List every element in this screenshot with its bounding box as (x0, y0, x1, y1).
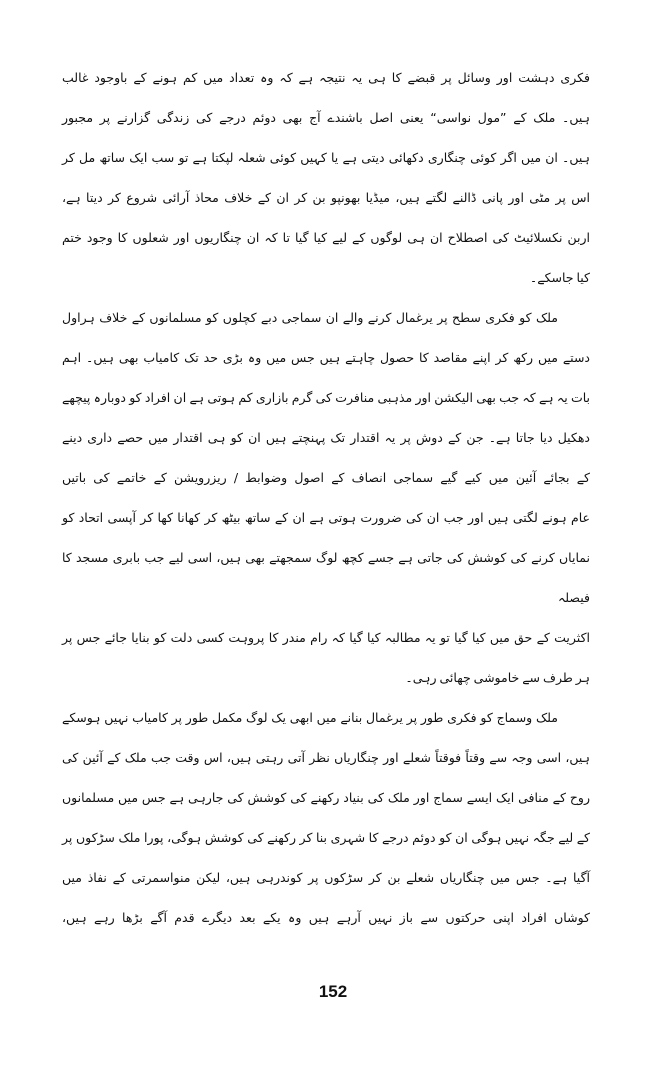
text-line: عام ہونے لگتی ہیں اور جب ان کی ضرورت ہوتی ہے ان کے ساتھ بیٹھ کر کھانا کھا کر آپسی اتحاد کو (62, 510, 590, 525)
text-line: آگیا ہے۔ جس میں چنگاریاں شعلے بن کر سڑکوں پر کوندرہی ہیں، لیکن منواسمرتی کے نفاذ میں (62, 870, 590, 885)
text-line: اکثریت کے حق میں کیا گیا تو یہ مطالبہ کیا گیا کہ رام مندر کا پروہت کسی دلت کو بنایا جائے جس پر (62, 630, 590, 645)
text-line: فکری دہشت اور وسائل پر قبضے کا ہی یہ نتیجہ ہے کہ وہ تعداد میں کم ہونے کے باوجود غالب (62, 70, 590, 85)
text-line: ہیں، اسی وجہ سے وقتاً فوقتاً شعلے اور چنگاریاں نظر آتی رہتی ہیں، اس وقت جب ملک کے آئین کی (62, 750, 590, 765)
text-line: ملک وسماج کو فکری طور پر یرغمال بنانے میں ابھی یک لوگ مکمل طور پر کامیاب نہیں ہوسکے (62, 710, 558, 725)
text-line: دستے میں رکھ کر اپنے مقاصد کا حصول چاہتے ہیں جس میں وہ بڑی حد تک کامیاب بھی ہیں۔ اہم (62, 350, 590, 365)
book-page-text (62, 58, 590, 938)
text-line: دھکیل دیا جاتا ہے۔ جن کے دوش پر یہ اقتدار تک پہنچتے ہیں ان کو ہی اقتدار میں حصے داری دینے (62, 430, 590, 445)
page-number: 152 (318, 982, 348, 1001)
text-line: کیا جاسکے۔ (529, 270, 590, 285)
text-line: ہیں۔ ملک کے ”مول نواسی“ یعنی اصل باشندے آج بھی دوئم درجے کی زندگی گزارنے پر مجبور (62, 110, 590, 125)
text-line: ہر طرف سے خاموشی چھائی رہی۔ (405, 670, 590, 685)
text-line: ہیں۔ ان میں اگر کوئی چنگاری دکھائی دیتی ہے یا کہیں کوئی شعلہ لپکتا ہے تو سب ایک ساتھ مل کر (62, 150, 590, 165)
text-line: کے بجائے آئین میں کیے گیے سماجی انصاف کے اصول وضوابط / ریزرویشن کے خاتمے کی باتیں (62, 470, 590, 485)
text-line: بات یہ ہے کہ جب بھی الیکشن اور مذہبی منافرت کی گرم بازاری کم ہوتی ہے ان افراد کو دوبارہ پیچھے (62, 390, 590, 405)
text-line: اس پر مٹی اور پانی ڈالنے لگتے ہیں، میڈیا بھونپو بن کر ان کے خلاف محاذ آرائی شروع کر دیتا ہے، (62, 190, 590, 205)
text-line: ملک کو فکری سطح پر یرغمال کرنے والے ان سماجی دبے کچلوں کو مسلمانوں کے خلاف ہراول (62, 310, 558, 325)
paragraph-2 (62, 298, 590, 698)
paragraph-1 (62, 58, 590, 298)
text-line: روح کے منافی ایک ایسے سماج اور ملک کی بنیاد رکھنے کی کوشش کی جارہی ہے جس میں مسلمانوں (62, 790, 590, 805)
paragraph-3 (62, 698, 590, 938)
text-line: نمایاں کرنے کی کوشش کی جاتی ہے جسے کچھ لوگ سمجھتے بھی ہیں، اسی لیے جب بابری مسجد کا فیصلہ (62, 550, 590, 605)
text-line: کے لیے جگہ نہیں ہوگی ان کو دوئم درجے کا شہری بنا کر رکھنے کی کوشش ہوگی، پورا ملک سڑکوں پر (62, 830, 590, 845)
text-line: اربن نکسلائیٹ کی اصطلاح ان ہی لوگوں کے لیے کیا گیا تا کہ ان چنگاریوں اور شعلوں کا وجود ختم (62, 230, 590, 245)
text-line: کوشاں افراد اپنی حرکتوں سے باز نہیں آرہے ہیں وہ یکے بعد دیگرے قدم آگے بڑھا رہے ہیں، (62, 910, 590, 925)
